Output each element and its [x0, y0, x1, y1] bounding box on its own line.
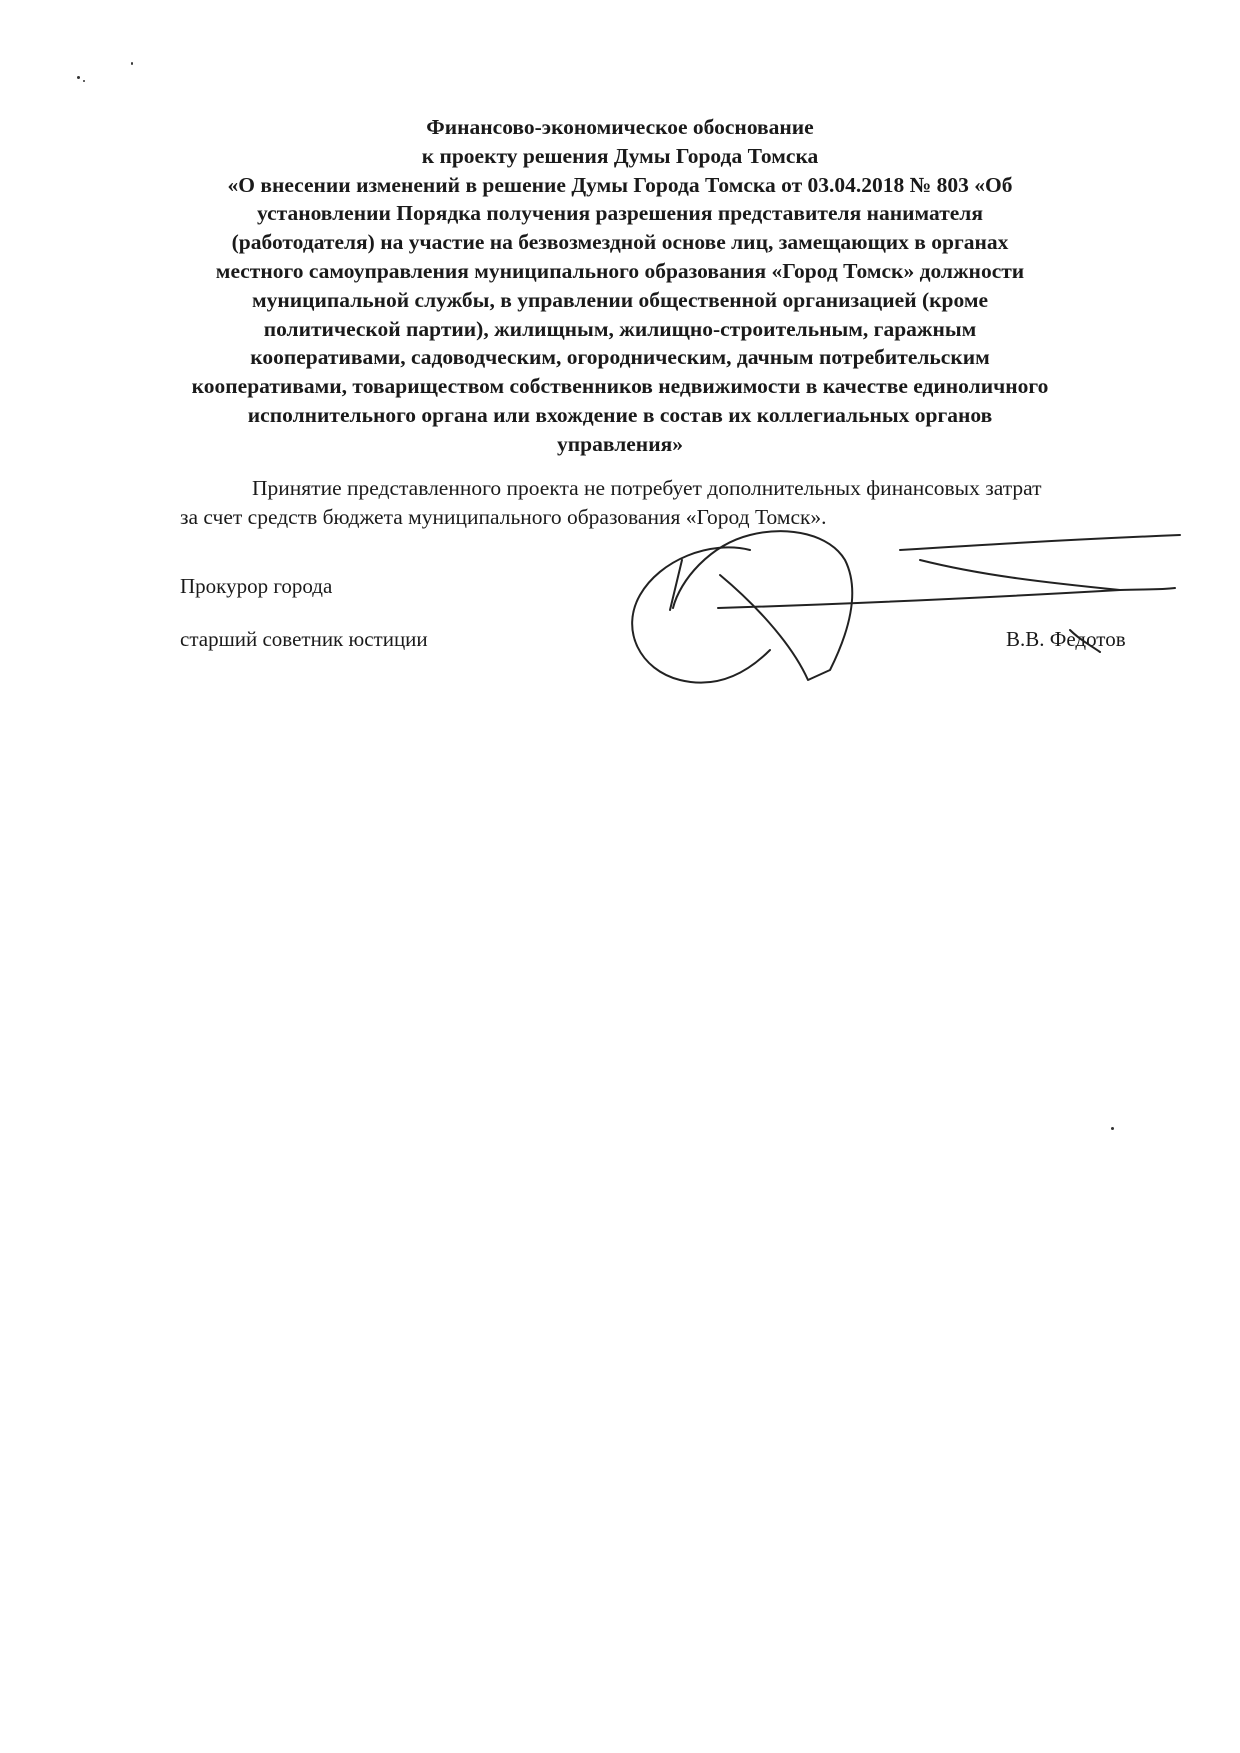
title-line: муниципальной службы, в управлении общественной организацией (кроме — [251, 287, 989, 312]
body-line: Принятие представленного проекта не потребует дополнительных финансовых затрат — [252, 476, 1042, 500]
scan-speck — [77, 76, 80, 79]
title-line: к проекту решения Думы Города Томска — [421, 143, 819, 168]
document-title — [150, 113, 1090, 459]
title-line: кооперативами, товариществом собственников недвижимости в качестве единоличного — [191, 374, 1049, 399]
title-line: установлении Порядка получения разрешения представителя нанимателя — [256, 201, 983, 226]
title-line: исполнительного органа или вхождение в состав их коллегиальных органов — [247, 402, 993, 427]
scan-speck — [1111, 1127, 1114, 1130]
title-line: (работодателя) на участие на безвозмездной основе лиц, замещающих в органах — [231, 230, 1009, 255]
title-line: Финансово-экономическое обоснование — [426, 115, 814, 139]
signatory-rank: старший советник юстиции — [180, 627, 428, 651]
title-line: кооперативами, садоводческим, огородническим, дачным потребительским — [250, 345, 990, 370]
title-line: «О внесении изменений в решение Думы Города Томска от 03.04.2018 № 803 «Об — [227, 172, 1013, 197]
handwritten-signature — [600, 520, 1200, 700]
signatory-position: Прокурор города — [180, 574, 333, 598]
title-line: местного самоуправления муниципального образования «Город Томск» должности — [215, 258, 1025, 283]
title-line: политической партии), жилищным, жилищно-строительным, гаражным — [263, 316, 977, 341]
scan-speck — [83, 80, 85, 82]
signatory-name: В.В. Федотов — [1006, 627, 1126, 651]
title-line: управления» — [557, 431, 683, 456]
scan-speck — [131, 62, 133, 65]
body-line: за счет средств бюджета муниципального образования «Город Томск». — [180, 505, 827, 529]
